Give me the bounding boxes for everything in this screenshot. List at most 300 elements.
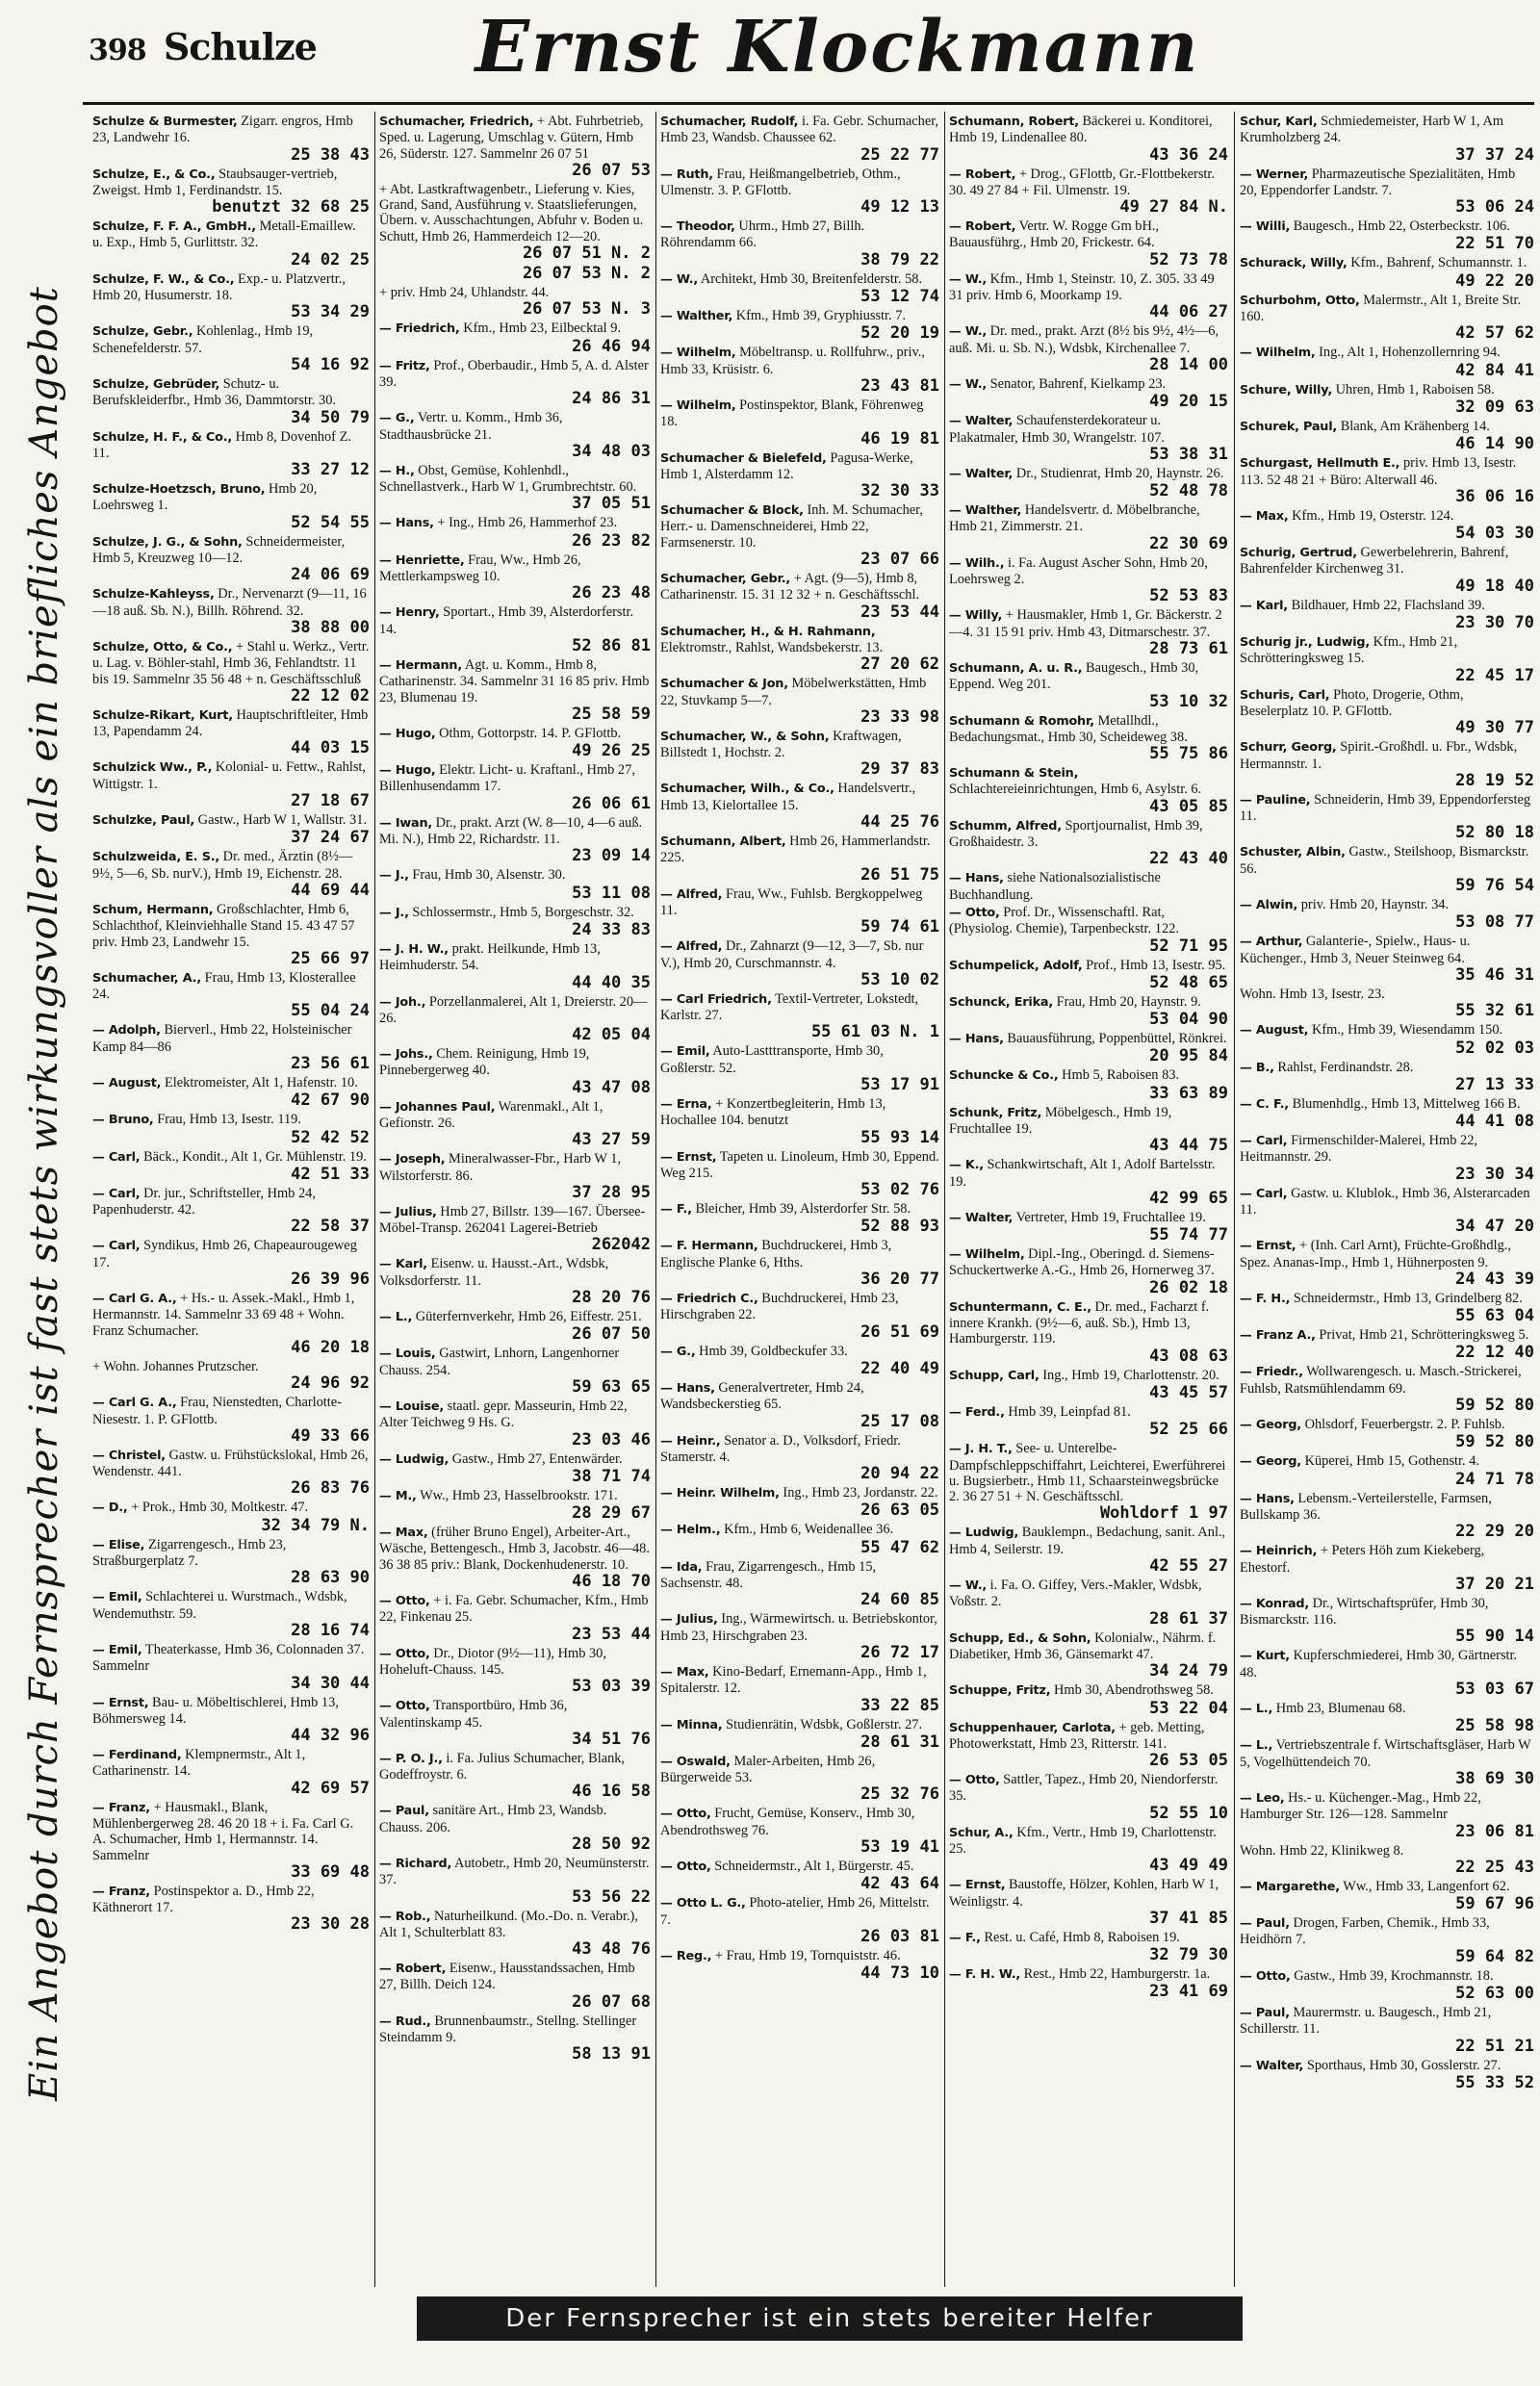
listing-entry: [1240, 1491, 1534, 1542]
listing-details: Baustoffe, Hölzer, Kohlen, Harb W 1, Weinligstr. 4.: [949, 1877, 1219, 1910]
listing-entry: [949, 905, 1228, 956]
phone-number: 28 50 92: [572, 1834, 651, 1854]
listing-details: Ing., Hmb 19, Charlottenstr. 20.: [1042, 1367, 1219, 1383]
listing-name: — F. H. W.,: [949, 1967, 1021, 1983]
phone-number: 35 46 31: [1455, 964, 1534, 985]
phone-number: 49 20 15: [1149, 392, 1228, 412]
listing-name: Schumann, A. u. R.,: [949, 660, 1083, 676]
listing-entry: [660, 1380, 939, 1431]
listing-entry: [1240, 1453, 1534, 1488]
listing-name: — J.,: [379, 868, 409, 884]
listing-name: Schur, A.,: [949, 1825, 1014, 1840]
listing-details: Wohn. Hmb 13, Isestr. 23.: [1240, 986, 1385, 1002]
listing-name: Schurr, Georg,: [1240, 740, 1337, 756]
listing-details: Frau, Ww., Fuhlsb. Bergkoppelweg 11.: [660, 885, 923, 918]
listing-name: Schurek, Paul,: [1240, 419, 1338, 434]
listing-name: — Carl G. A.,: [92, 1396, 177, 1411]
listing-name: — F.,: [949, 1930, 981, 1945]
phone-number: 25 22 77: [860, 144, 939, 165]
listing-details: Uhren, Hmb 1, Raboisen 58.: [1335, 381, 1495, 398]
listing-entry: [949, 555, 1228, 606]
listing-details: Kfm., Hmb 6, Weidenallee 36.: [724, 1522, 894, 1538]
listing-name: — D.,: [92, 1501, 128, 1516]
listing-name: — Hans,: [660, 1380, 715, 1396]
column-divider: [655, 112, 656, 2287]
listing-name: — Hans,: [949, 871, 1004, 886]
listing-name: — Willy,: [949, 608, 1003, 624]
listing-entry: [949, 1682, 1228, 1717]
listing-details: Elektromstr., Rahlst, Wandsbekerstr. 13.: [660, 639, 884, 655]
listing-name: — Hermann,: [379, 657, 463, 673]
listing-details: + Hs.- u. Assek.-Makl., Hmb 1, Hermannstr. 14. Sammelnr 33 69 48 + Wohn. Franz Schumacher.: [92, 1291, 355, 1339]
phone-number: 49 30 77: [1455, 718, 1534, 738]
listing-details: Güterfernverkehr, Hmb 26, Eiffestr. 251.: [415, 1309, 642, 1325]
listing-details: Dr. jur., Schriftsteller, Hmb 24, Papenhuderstr. 42.: [92, 1185, 316, 1219]
listing-name: — Willi,: [1240, 219, 1291, 235]
listing-name: — Paul,: [1240, 2006, 1290, 2020]
phone-number: 23 03 46: [572, 1429, 651, 1450]
phone-number: 25 17 08: [860, 1411, 939, 1431]
phone-number: 37 28 95: [572, 1182, 651, 1202]
listing-entry: [92, 812, 370, 847]
listing-entry: [1240, 934, 1534, 985]
listing-details: Wollwarengesch. u. Masch.-Strickerei, Fuhlsb, Ratsmühlendamm 69.: [1240, 1364, 1522, 1397]
listing-name: — Walther,: [949, 503, 1022, 519]
phone-number: 42 67 90: [291, 1090, 370, 1111]
phone-number: 53 12 74: [860, 287, 939, 307]
phone-number: 55 74 77: [1149, 1225, 1228, 1245]
listing-name: — W.,: [949, 1578, 988, 1594]
phone-number: 53 34 29: [291, 302, 370, 322]
listing-name: — Ferdinand,: [92, 1748, 182, 1763]
listing-details: Kolonial- u. Fettw., Rahlst, Wittigstr. 1.: [92, 759, 367, 792]
phone-number: 44 69 44: [291, 880, 370, 900]
phone-number: 37 20 21: [1455, 1574, 1534, 1594]
listing-name: — Ida,: [660, 1559, 703, 1575]
phone-number: 52 20 19: [860, 323, 939, 344]
listing-name: — Alfred,: [660, 886, 723, 902]
listing-name: Schum, Hermann,: [92, 902, 214, 917]
listing-name: — Henriette,: [379, 552, 465, 568]
column-divider: [1234, 112, 1235, 2287]
listing-name: — Robert,: [949, 167, 1016, 182]
phone-number: 24 86 31: [572, 389, 651, 409]
listing-name: — Oswald,: [660, 1754, 731, 1769]
listing-name: — Paul,: [379, 1804, 429, 1819]
phone-number: 52 54 55: [291, 512, 370, 532]
listing-details: Bildhauer, Hmb 22, Flachsland 39.: [1291, 597, 1485, 613]
phone-number: 52 86 81: [572, 635, 651, 655]
listing-details: Schneidermstr., Hmb 13, Grindelberg 82.: [1293, 1290, 1523, 1306]
phone-number: 44 03 15: [291, 738, 370, 758]
phone-number: 27 20 62: [860, 654, 939, 675]
listing-entry: [379, 1961, 651, 2012]
phone-number: 44 40 35: [572, 972, 651, 992]
listing-entry: [92, 1642, 370, 1693]
listing-name: Schumacher, A.,: [92, 970, 201, 986]
listing-details: Hmb 39, Goldbeckufer 33.: [699, 1343, 848, 1359]
listing-name: Schurig, Gertrud,: [1240, 546, 1357, 561]
listing-name: — Carl,: [1240, 1134, 1288, 1149]
phone-number: 42 57 62: [1455, 323, 1534, 344]
listing-details: Ohlsdorf, Feuerbergstr. 2. P. Fuhlsb.: [1304, 1417, 1505, 1433]
listing-details: Bauklempn., Bedachung, sanit. Anl., Hmb 4, Seilerstr. 19.: [949, 1525, 1226, 1557]
phone-number: 26 72 17: [860, 1642, 939, 1662]
phone-number: 24 43 39: [1455, 1269, 1534, 1289]
listing-entry: [1240, 114, 1534, 165]
listing-entry: [92, 759, 370, 810]
listing-entry: [1240, 987, 1534, 1020]
phone-number: 28 73 61: [1149, 638, 1228, 658]
listing-details: Spirit.-Großhdl. u. Fbr., Wdsbk, Hermannstr. 1.: [1240, 739, 1518, 772]
listing-entry: [949, 1966, 1228, 2001]
listing-entry: [949, 413, 1228, 464]
listing-entry: [379, 941, 651, 992]
listing-entry: [949, 713, 1228, 764]
page-header: [89, 25, 317, 68]
listing-name: — Ernst,: [92, 1695, 149, 1710]
listing-details: prakt. Heilkunde, Hmb 13, Heimhuderstr. 54.: [379, 940, 601, 974]
listing-name: — H.,: [379, 463, 415, 478]
listing-entry: [379, 321, 651, 355]
listing-entry: [660, 781, 939, 832]
phone-number: 36 06 16: [1455, 486, 1534, 506]
listing-name: — L.,: [379, 1310, 413, 1325]
listing-details: Senator a. D., Volksdorf, Friedr. Stamerstr. 4.: [660, 1432, 901, 1465]
listing-details: Handelsvertr., Hmb 13, Kielortallee 15.: [660, 781, 916, 813]
listing-details: Frau, Zigarrengesch., Hmb 15, Sachsenstr. 48.: [660, 1558, 877, 1592]
listing-entry: [379, 905, 651, 939]
phone-number: 53 06 24: [1455, 197, 1534, 218]
phone-number: 34 24 79: [1149, 1661, 1228, 1681]
listing-entry: [660, 938, 939, 989]
listing-name: Schumacher & Jon,: [660, 677, 788, 692]
phone-number: 20 94 22: [860, 1464, 939, 1484]
listing-entry: [660, 218, 939, 269]
listing-entry: [92, 849, 370, 900]
listing-details: See- u. Unterelbe-Dampfschleppschiffahrt, Leichterei, Ewerführerei u. Bugsierbetr., Hmb 11, Schaarsteinwegsbrücke 2. 36 27 51 + N. Geschäftsschl.: [949, 1441, 1226, 1505]
listing-entry: [379, 552, 651, 603]
listing-details: Ing., Hmb 23, Jordanstr. 22.: [783, 1485, 938, 1501]
listing-entry: [949, 1368, 1228, 1402]
listing-name: — Hugo,: [379, 763, 436, 779]
listing-entry: [949, 114, 1228, 165]
listing-details: Hmb 39, Leinpfad 81.: [1008, 1403, 1131, 1420]
listing-entry: [949, 271, 1228, 322]
listing-details: + (Inh. Carl Arnt), Früchte-Großhdlg., Spez. Ananas-Imp., Hmb 1, Hühnerposten 9.: [1240, 1238, 1511, 1270]
phone-number: 28 63 90: [291, 1568, 370, 1588]
listing-name: — Otto,: [660, 1807, 711, 1822]
listing-details: Dr. med., Facharzt f. innere Krankh. (9½—6, auß. Sb.), Hmb 13, Hamburgerstr. 119.: [949, 1298, 1210, 1347]
listing-entry: [660, 1485, 939, 1520]
phone-number: 32 79 30: [1149, 1945, 1228, 1965]
listing-entry: [1240, 1737, 1534, 1788]
listing-entry: [379, 1525, 651, 1591]
listing-details: Hauptschriftleiter, Hmb 13, Papendamm 24.: [92, 706, 369, 740]
listing-details: Schankwirtschaft, Alt 1, Adolf Bartelsstr. 19.: [949, 1157, 1216, 1190]
phone-number: 23 43 81: [860, 375, 939, 396]
listing-details: Gastw., Harb W 1, Wallstr. 31.: [197, 812, 368, 829]
listing-name: Schumacher & Block,: [660, 503, 804, 519]
listing-name: — Elise,: [92, 1537, 145, 1552]
listing-details: Möbeltransp. u. Rollfuhrw., priv., Hmb 33, Krüsistr. 6.: [660, 345, 925, 377]
listing-name: — Johannes Paul,: [379, 1099, 496, 1115]
listing-name: — Georg,: [1240, 1418, 1301, 1433]
listing-entry: [949, 607, 1228, 658]
phone-number: 38 69 30: [1455, 1768, 1534, 1788]
phone-number: 54 03 30: [1455, 524, 1534, 544]
listing-details: Schlossermstr., Hmb 5, Borgeschstr. 32.: [412, 904, 634, 920]
listing-details: i. Fa. Julius Schumacher, Blank, Godeffroystr. 6.: [379, 1750, 626, 1783]
phone-number: 26 51 69: [860, 1321, 939, 1342]
listing-entry: [379, 1856, 651, 1907]
listing-entry: [92, 376, 370, 427]
phone-number: 24 02 25: [291, 249, 370, 269]
phone-number: 55 32 61: [1455, 1001, 1534, 1021]
phone-number: 28 61 37: [1149, 1608, 1228, 1629]
listing-name: — W.,: [949, 324, 988, 340]
listing-name: — Minna,: [660, 1717, 723, 1732]
listing-entry: [92, 902, 370, 968]
listing-details: Warenmakl., Alt 1, Gefionstr. 26.: [379, 1098, 603, 1131]
listing-name: Schulze-Rikart, Kurt,: [92, 707, 233, 723]
phone-number: 24 60 85: [860, 1590, 939, 1610]
listing-name: — W.,: [949, 271, 988, 287]
phone-number: 38 71 74: [572, 1466, 651, 1486]
listing-name: — Hugo,: [379, 726, 436, 741]
listing-entry: [92, 1747, 370, 1798]
listing-entry: [660, 991, 939, 1042]
listing-entry: [1240, 167, 1534, 218]
phone-number: 23 30 70: [1455, 613, 1534, 633]
listing-name: Schuppenhauer, Carlota,: [949, 1720, 1116, 1735]
listing-entry: [379, 1909, 651, 1960]
listing-entry: [92, 1238, 370, 1289]
listing-entry: [92, 1537, 370, 1588]
listing-name: — Karl,: [379, 1257, 427, 1272]
listing-details: Hmb 26, Hammerlandstr. 225.: [660, 834, 931, 866]
phone-number: 49 26 25: [572, 741, 651, 761]
phone-number: 53 19 41: [860, 1837, 939, 1857]
listing-name: Schumann, Albert,: [660, 834, 786, 850]
phone-number: 43 44 75: [1149, 1136, 1228, 1156]
phone-number: 59 67 96: [1455, 1894, 1534, 1914]
listing-name: — Theodor,: [660, 219, 735, 235]
listing-name: Schumacher, Rudolf,: [660, 115, 799, 129]
listing-entry: [379, 515, 651, 550]
phone-number: 26 23 48: [572, 583, 651, 603]
listing-details: Prof. Dr., Wissenschaftl. Rat, (Physiolog. Chemie), Tarpenbeckstr. 122.: [949, 904, 1179, 937]
phone-number: 49 18 40: [1455, 576, 1534, 596]
phone-number: 34 50 79: [291, 407, 370, 427]
listing-details: Dipl.-Ing., Oberingd. d. Siemens-Schuckertwerke A.-G., Hmb 26, Hornerweg 37.: [949, 1246, 1215, 1279]
listing-details: Syndikus, Hmb 26, Chapeaurougeweg 17.: [92, 1238, 357, 1270]
phone-number: 32 09 63: [1455, 397, 1534, 417]
listing-name: — Heinr. Wilhelm,: [660, 1486, 780, 1501]
listing-entry: [660, 271, 939, 306]
listing-entry: [92, 1800, 370, 1882]
listing-details: Metallhdl., Bedachungsmat., Hmb 30, Scheideweg 38.: [949, 712, 1188, 745]
phone-number: 25 58 98: [1455, 1716, 1534, 1736]
listing-entry: [379, 1046, 651, 1097]
phone-number: 43 36 24: [1149, 144, 1228, 165]
listing-entry: [379, 726, 651, 760]
phone-number: 53 10 32: [1149, 691, 1228, 711]
listing-entry: [92, 271, 370, 322]
listing-name: Schurig jr., Ludwig,: [1240, 635, 1371, 651]
side-ad-text: Ein Angebot durch Fernsprecher ist fast stets wirkungsvoller als ein briefliches Angebot: [22, 286, 66, 2101]
phone-number: 43 27 59: [572, 1130, 651, 1150]
listing-entry: [660, 1096, 939, 1147]
listing-name: — Max,: [1240, 508, 1289, 524]
listing-entry: [1240, 419, 1534, 453]
listing-details: Hmb 8, Dovenhof Z. 11.: [92, 428, 351, 461]
listing-entry: [379, 1151, 651, 1202]
phone-number: 46 20 18: [291, 1337, 370, 1357]
listing-details: Großschlachter, Hmb 6, Schlachthof, Kleinviehhalle Stand 15. 43 47 57 priv. Hmb 23, Landwehr 15.: [92, 901, 355, 950]
listing-name: Schur, Karl,: [1240, 115, 1318, 129]
listing-name: Schumann & Stein,: [949, 766, 1079, 782]
listing-details: Frau, Hmb 13, Klosterallee 24.: [92, 969, 356, 1003]
brand-wordmark: Ernst Klockmann: [475, 6, 1200, 89]
phone-number: 22 25 43: [1455, 1857, 1534, 1877]
listing-name: Schulze, F. W., & Co.,: [92, 271, 235, 287]
listing-entry: [92, 114, 370, 165]
listing-details: Brunnenbaumstr., Stellng. Stellinger Steindamm 9.: [379, 2013, 637, 2046]
listing-name: — Alfred,: [660, 939, 723, 955]
listing-entry: [379, 1256, 651, 1307]
listing-name: — F.,: [660, 1202, 692, 1218]
listing-entry: [92, 1500, 370, 1534]
listing-name: Schulze-Kahleyss,: [92, 587, 215, 603]
listing-name: Schurgast, Hellmuth E.,: [1240, 456, 1400, 472]
listing-name: — Ferd.,: [949, 1404, 1005, 1420]
listing-details: Uhrm., Hmb 27, Billh. Röhrendamm 66.: [660, 218, 865, 251]
phone-number: 23 06 81: [1455, 1821, 1534, 1841]
listing-name: Schumm, Alfred,: [949, 818, 1062, 834]
listing-entry: [660, 1344, 939, 1378]
listing-details: Frau, Ww., Hmb 26, Mettlerkampsweg 10.: [379, 552, 581, 585]
phone-number: 34 30 44: [291, 1673, 370, 1693]
phone-number: 43 49 49: [1149, 1856, 1228, 1876]
listing-name: Schuris, Carl,: [1240, 687, 1330, 703]
listing-details: + Wohn. Johannes Prutzscher.: [92, 1358, 259, 1374]
listing-name: Schumacher, H., & H. Rahmann,: [660, 624, 876, 639]
listing-details: Sportart., Hmb 39, Alsterdorferstr. 14.: [379, 604, 634, 637]
listing-entry: [379, 1593, 651, 1644]
listing-name: — Carl,: [92, 1239, 141, 1254]
listing-name: — Otto,: [379, 1699, 430, 1714]
listing-entry: [1240, 1364, 1534, 1415]
listing-entry: [1240, 1186, 1534, 1237]
listing-details: Dr., Studienrat, Hmb 20, Haynstr. 26.: [1015, 465, 1224, 481]
listing-entry: [1240, 739, 1534, 790]
listing-details: Bleicher, Hmb 39, Alsterdorfer Str. 58.: [695, 1201, 911, 1218]
listing-details: Theaterkasse, Hmb 36, Colonnaden 37. Sammelnr: [92, 1641, 365, 1675]
listing-entry: [660, 676, 939, 727]
phone-number: 34 51 76: [572, 1729, 651, 1749]
listing-details: Maurermstr. u. Baugesch., Hmb 21, Schillerstr. 11.: [1240, 2005, 1492, 2038]
listing-details: Rahlst, Ferdinandstr. 28.: [1277, 1059, 1414, 1075]
listing-name: Schure, Willy,: [1240, 382, 1333, 398]
listing-name: — Julius,: [660, 1612, 718, 1628]
listing-name: — Paul,: [1240, 1916, 1290, 1932]
listing-details: siehe Nationalsozialistische Buchhandlung.: [949, 870, 1161, 903]
listing-entry: [1240, 2058, 1534, 2092]
listing-entry: [1240, 1417, 1534, 1451]
directory-column-1: [92, 114, 370, 2279]
phone-number: 28 14 00: [1149, 354, 1228, 374]
listing-entry: [92, 429, 370, 480]
phone-number: 37 41 85: [1149, 1908, 1228, 1928]
listing-details: Naturheilkund. (Mo.-Do. n. Verabr.), Alt 1, Schulterblatt 83.: [379, 1908, 638, 1940]
phone-number: 59 76 54: [1455, 876, 1534, 896]
listing-entry: [1240, 345, 1534, 379]
listing-entry: [949, 1720, 1228, 1771]
listing-details: + Stahl u. Werkz., Vertr. u. Lag. v. Böhler-stahl, Hmb 36, Fehlandtstr. 11 bis 19. Sammelnr 35 56 48 + n. Geschäftsschluß: [92, 638, 370, 687]
listing-entry: [92, 534, 370, 585]
listing-name: Schumacher & Bielefeld,: [660, 450, 827, 466]
phone-number: 28 19 52: [1455, 770, 1534, 790]
listing-entry: [949, 502, 1228, 553]
phone-number: 49 27 84 N.: [1119, 197, 1228, 218]
listing-entry: [379, 657, 651, 724]
listing-name: — Hans,: [949, 1032, 1004, 1047]
listing-entry: [660, 729, 939, 780]
listing-name: — Karl,: [1240, 598, 1288, 613]
listing-details: Frau, Hmb 30, Alsenstr. 30.: [412, 867, 566, 884]
listing-name: — M.,: [379, 1488, 417, 1503]
listing-entry: [1240, 1790, 1534, 1841]
listing-details: Textil-Vertreter, Lokstedt, Karlstr. 27.: [660, 990, 919, 1024]
listing-entry: [379, 1398, 651, 1450]
listing-details: Buchdruckerei, Hmb 3, Englische Planke 6, Hths.: [660, 1238, 892, 1270]
listing-entry: [1240, 1238, 1534, 1289]
listing-name: — Franz A.,: [1240, 1328, 1316, 1344]
listing-details: Zigarrengesch., Hmb 23, Straßburgerplatz 7.: [92, 1536, 287, 1570]
phone-number: 23 07 66: [860, 550, 939, 570]
listing-entry: [379, 1803, 651, 1854]
phone-number: 42 43 64: [860, 1874, 939, 1894]
phone-number: 44 73 10: [860, 1963, 939, 1984]
listing-entry: [660, 1611, 939, 1662]
listing-name: — Carl,: [92, 1186, 141, 1201]
listing-details: Schneiderin, Hmb 39, Eppendorfersteg 11.: [1240, 791, 1531, 825]
directory-column-4: [949, 114, 1228, 2279]
phone-number: 55 63 04: [1455, 1306, 1534, 1326]
listing-entry: [660, 1806, 939, 1857]
listing-name: — F. Hermann,: [660, 1239, 758, 1254]
phone-number: 22 40 49: [860, 1358, 939, 1378]
listing-entry: [660, 886, 939, 937]
listing-details: Prof., Oberbaudir., Hmb 5, A. d. Alster 39.: [379, 357, 649, 390]
phone-number: 55 04 24: [291, 1001, 370, 1021]
listing-entry: [92, 639, 370, 706]
phone-number: 46 19 81: [860, 428, 939, 449]
listing-name: — Ludwig,: [949, 1526, 1019, 1541]
phone-number: 32 30 33: [860, 481, 939, 501]
listing-name: — G.,: [379, 411, 415, 426]
phone-number: 38 79 22: [860, 249, 939, 269]
listing-name: — Adolph,: [92, 1023, 161, 1039]
listing-details: Frucht, Gemüse, Konserv., Hmb 30, Abendrothsweg 76.: [660, 1806, 915, 1838]
listing-details: + Konzertbegleiterin, Hmb 13, Hochallee 104. benutzt: [660, 1095, 886, 1129]
phone-number: 44 25 76: [860, 812, 939, 833]
listing-name: — Walter,: [949, 1210, 1014, 1225]
listing-entry: [92, 323, 370, 374]
listing-name: Schumacher, Friedrich,: [379, 115, 534, 129]
listing-name: — Max,: [379, 1526, 428, 1541]
